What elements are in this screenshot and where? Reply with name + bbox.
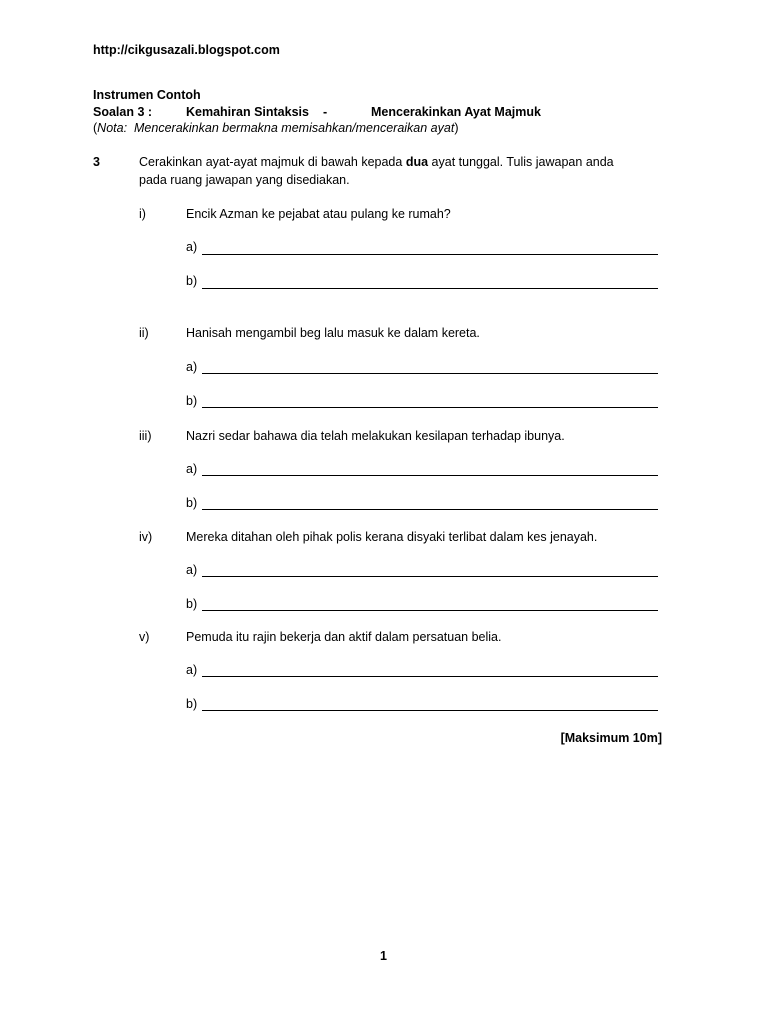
note-open-paren: ( — [93, 121, 98, 135]
instrument-title: Instrumen Contoh — [93, 88, 201, 102]
answer-line[interactable] — [202, 373, 658, 374]
item-sentence: Hanisah mengambil beg lalu masuk ke dalam kereta. — [186, 326, 480, 340]
question-instruction-line2: pada ruang jawapan yang disediakan. — [139, 173, 350, 187]
instruction-pre: Cerakinkan ayat-ayat majmuk di bawah kepada — [139, 155, 403, 169]
max-marks: [Maksimum 10m] — [560, 731, 662, 745]
note-text: Mencerakinkan bermakna memisahkan/menceraikan ayat — [134, 121, 455, 135]
answer-line[interactable] — [202, 288, 658, 289]
answer-line[interactable] — [202, 254, 658, 255]
answer-line[interactable] — [202, 407, 658, 408]
answer-line[interactable] — [202, 576, 658, 577]
instruction-bold: dua — [405, 155, 429, 169]
answer-line[interactable] — [202, 676, 658, 677]
question-number: 3 — [93, 155, 100, 169]
instruction-post: ayat tunggal. Tulis jawapan anda — [431, 155, 614, 169]
answer-label-a: a) — [186, 563, 198, 577]
source-url: http://cikgusazali.blogspot.com — [93, 43, 280, 57]
answer-label-a: a) — [186, 663, 198, 677]
answer-label-b: b) — [186, 597, 198, 611]
item-numeral: iii) — [139, 429, 152, 443]
note-line — [93, 121, 458, 135]
item-numeral: v) — [139, 630, 150, 644]
answer-label-a: a) — [186, 360, 198, 374]
item-sentence: Pemuda itu rajin bekerja dan aktif dalam persatuan belia. — [186, 630, 502, 644]
answer-line[interactable] — [202, 610, 658, 611]
soalan-label: Soalan 3 : — [93, 105, 153, 119]
skill-label: Kemahiran Sintaksis — [186, 105, 309, 119]
header-dash: - — [323, 105, 328, 119]
item-numeral: ii) — [139, 326, 149, 340]
topic-label: Mencerakinkan Ayat Majmuk — [371, 105, 541, 119]
page-number: 1 — [380, 949, 387, 963]
item-sentence: Encik Azman ke pejabat atau pulang ke rumah? — [186, 207, 451, 221]
note-close-paren: ) — [454, 121, 459, 135]
question-instruction-line1 — [139, 155, 614, 169]
answer-label-a: a) — [186, 240, 198, 254]
item-sentence: Mereka ditahan oleh pihak polis kerana disyaki terlibat dalam kes jenayah. — [186, 530, 598, 544]
answer-label-b: b) — [186, 697, 198, 711]
answer-label-b: b) — [186, 394, 198, 408]
answer-line[interactable] — [202, 509, 658, 510]
note-label: Nota: — [97, 121, 128, 135]
item-numeral: iv) — [139, 530, 153, 544]
item-numeral: i) — [139, 207, 146, 221]
answer-label-b: b) — [186, 274, 198, 288]
answer-label-a: a) — [186, 462, 198, 476]
answer-line[interactable] — [202, 475, 658, 476]
answer-label-b: b) — [186, 496, 198, 510]
answer-line[interactable] — [202, 710, 658, 711]
item-sentence: Nazri sedar bahawa dia telah melakukan kesilapan terhadap ibunya. — [186, 429, 565, 443]
